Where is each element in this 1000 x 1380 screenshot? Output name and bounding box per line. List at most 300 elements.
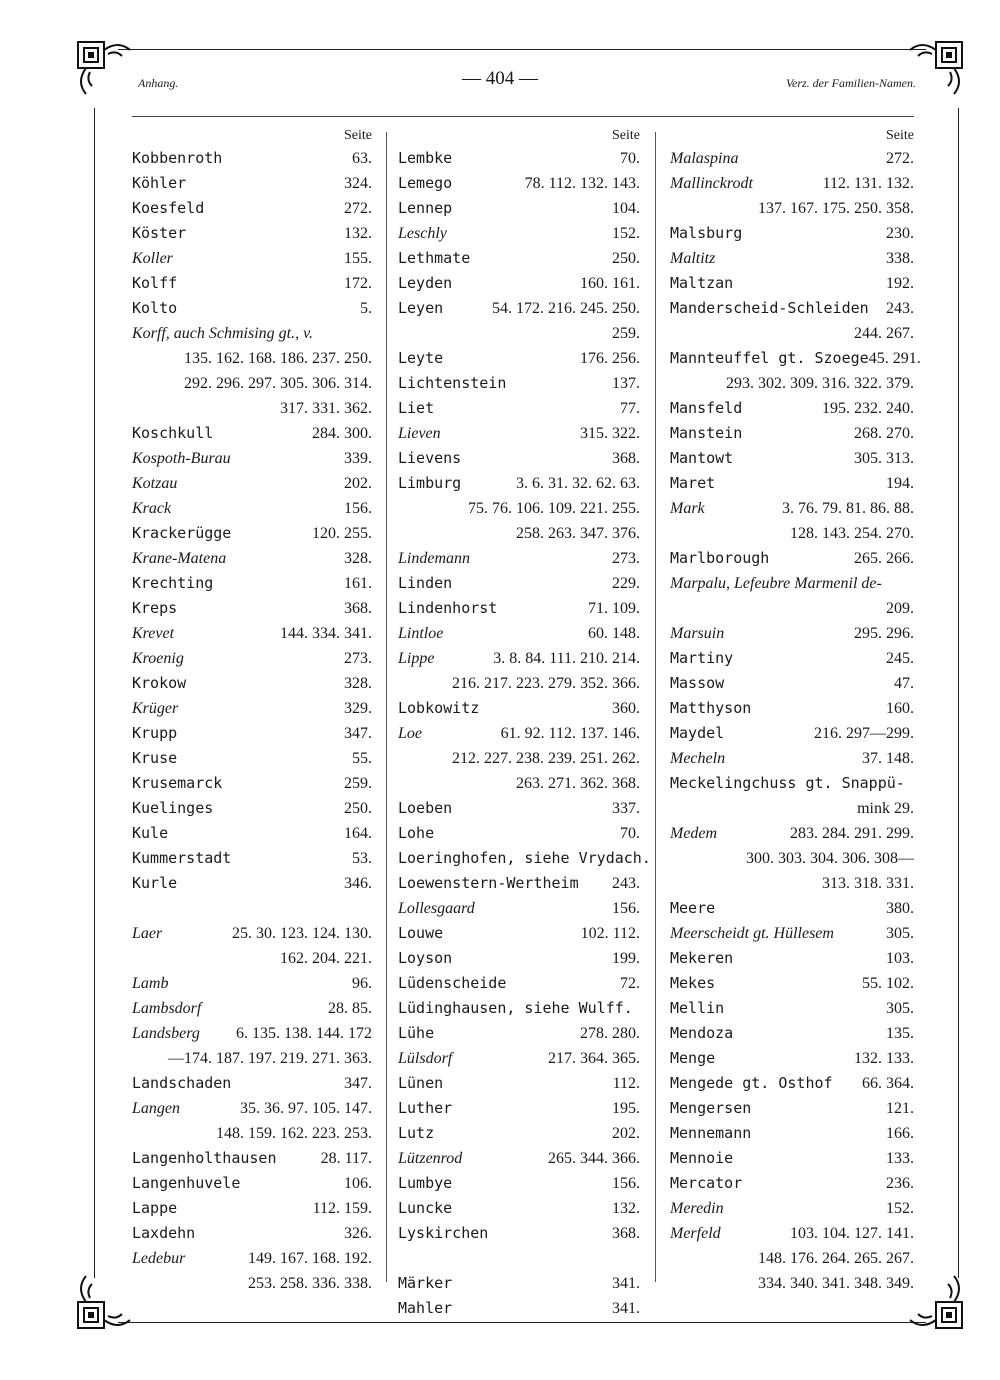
- entry-name: Krokow: [132, 674, 187, 692]
- entry-name: Liet: [398, 399, 435, 417]
- entry-pages: 160.: [886, 700, 914, 717]
- entry-pages: 45. 291.: [868, 350, 921, 367]
- entry-pages: 339.: [344, 450, 372, 467]
- entry-name: Kuelinges: [132, 799, 214, 817]
- section-gap: [398, 1246, 640, 1271]
- index-entry: [398, 1071, 640, 1096]
- index-entry: [670, 571, 914, 621]
- entry-pages: 55. 102.: [862, 975, 914, 992]
- entry-pages: 71. 109.: [588, 600, 640, 617]
- index-entry: [670, 1021, 914, 1046]
- entry-pages: 194.: [886, 475, 914, 492]
- entry-pages: 265. 344. 366.: [548, 1150, 640, 1167]
- entry-pages: 341.: [612, 1300, 640, 1317]
- entry-pages: 37. 148.: [862, 750, 914, 767]
- index-entry: [670, 1046, 914, 1071]
- entry-pages: 132. 133.: [854, 1050, 914, 1067]
- entry-name: Laxdehn: [132, 1224, 196, 1242]
- index-entry: [132, 1196, 372, 1221]
- entry-pages: 55.: [352, 750, 372, 767]
- entry-pages: 3. 76. 79. 81. 86. 88.: [782, 500, 914, 517]
- entry-pages: 160. 161.: [580, 275, 640, 292]
- entry-name: Korff, auch Schmising gt., v.: [132, 325, 314, 342]
- index-entry: [132, 921, 372, 971]
- entry-pages: 120. 255.: [312, 525, 372, 542]
- entry-pages: 63.: [352, 150, 372, 167]
- index-entry: [132, 721, 372, 746]
- entry-pages: 380.: [886, 900, 914, 917]
- entry-pages: 305.: [886, 1000, 914, 1017]
- index-entry: [398, 1046, 640, 1071]
- section-gap: [132, 896, 372, 921]
- index-entry: [132, 296, 372, 321]
- entry-name: Lippe: [398, 650, 435, 667]
- index-entry: [670, 746, 914, 771]
- entry-name: Lüdenscheide: [398, 974, 507, 992]
- entry-name: Laer: [132, 925, 163, 942]
- entry-pages: 236.: [886, 1175, 914, 1192]
- entry-pages: 155.: [344, 250, 372, 267]
- entry-name: Mellin: [670, 999, 725, 1017]
- entry-name: Lambsdorf: [132, 1000, 202, 1017]
- entry-pages-continued: —174. 187. 197. 219. 271. 363.: [168, 1050, 372, 1067]
- entry-pages-continued: 313. 318. 331.: [822, 875, 914, 892]
- entry-pages: 360.: [612, 700, 640, 717]
- entry-pages-continued: 216. 217. 223. 279. 352. 366.: [452, 675, 640, 692]
- index-entry: [670, 421, 914, 446]
- entry-pages: 346.: [344, 875, 372, 892]
- index-entry: [398, 921, 640, 946]
- entry-name: Mantowt: [670, 449, 734, 467]
- entry-name: Luther: [398, 1099, 453, 1117]
- entry-pages: 156.: [344, 500, 372, 517]
- index-entry: [398, 821, 640, 846]
- entry-pages: 195. 232. 240.: [822, 400, 914, 417]
- entry-pages: 28. 85.: [328, 1000, 372, 1017]
- entry-pages: 25. 30. 123. 124. 130.: [232, 925, 372, 942]
- entry-pages: 144. 334. 341.: [280, 625, 372, 642]
- entry-pages: 132.: [612, 1200, 640, 1217]
- index-column-3: [670, 126, 921, 1296]
- index-column-2: [398, 126, 651, 1321]
- entry-pages: 268. 270.: [854, 425, 914, 442]
- entry-name: Kolto: [132, 299, 178, 317]
- entry-name: Koller: [132, 250, 173, 267]
- entry-name: Loe: [398, 725, 422, 742]
- index-entry: [670, 296, 914, 346]
- entry-name: Krüger: [132, 700, 179, 717]
- index-entry: [398, 1021, 640, 1046]
- entry-pages-continued: mink 29.: [857, 800, 914, 817]
- entry-name: Malaspina: [670, 150, 739, 167]
- entry-pages: 305.: [886, 925, 914, 942]
- index-entry: [132, 746, 372, 771]
- seite-heading: Seite: [344, 128, 372, 143]
- entry-name: Leyen: [398, 299, 444, 317]
- entry-name: Lülsdorf: [398, 1050, 453, 1067]
- entry-name: Landschaden: [132, 1074, 232, 1092]
- index-entry: [398, 1296, 640, 1321]
- entry-pages-continued: 212. 227. 238. 239. 251. 262.: [452, 750, 640, 767]
- index-entry: [670, 546, 914, 571]
- entry-name: Lünen: [398, 1074, 444, 1092]
- entry-pages: 229.: [612, 575, 640, 592]
- entry-pages: 133.: [886, 1150, 914, 1167]
- entry-name: Mansfeld: [670, 399, 743, 417]
- index-entry: [132, 1246, 372, 1296]
- entry-name: Lappe: [132, 1199, 178, 1217]
- index-entry: [670, 1096, 914, 1121]
- entry-name: Manderscheid-Schleiden: [670, 299, 869, 317]
- entry-name: Lembke: [398, 149, 453, 167]
- index-entry: [670, 946, 914, 971]
- index-entry: [398, 946, 640, 971]
- entry-pages: 161.: [344, 575, 372, 592]
- entry-name: Medem: [670, 825, 718, 842]
- index-column-1: [132, 126, 372, 1296]
- entry-name: Loyson: [398, 949, 453, 967]
- entry-name: Krackerügge: [132, 524, 232, 542]
- index-entry: [132, 446, 372, 471]
- index-entry: [132, 196, 372, 221]
- entry-pages-continued: 253. 258. 336. 338.: [248, 1275, 372, 1292]
- ornament-corner-icon: [902, 32, 972, 102]
- entry-name: Leschly: [398, 225, 447, 242]
- index-entry: [398, 1196, 640, 1221]
- entry-name: Krusemarck: [132, 774, 223, 792]
- entry-name: Loeben: [398, 799, 453, 817]
- index-entry: [398, 1146, 640, 1171]
- index-entry: [398, 196, 640, 221]
- index-entry: [132, 696, 372, 721]
- index-entry: [670, 721, 914, 746]
- entry-name: Luncke: [398, 1199, 453, 1217]
- entry-pages: 3. 6. 31. 32. 62. 63.: [516, 475, 640, 492]
- index-entry: [132, 771, 372, 796]
- entry-pages: 112.: [612, 1075, 640, 1092]
- index-entry: [132, 1171, 372, 1196]
- index-entry: [132, 1071, 372, 1096]
- entry-name: Langenholthausen: [132, 1149, 277, 1167]
- entry-pages-continued: 292. 296. 297. 305. 306. 314.: [184, 375, 372, 392]
- entry-name: Malsburg: [670, 224, 743, 242]
- entry-name: Leyte: [398, 349, 444, 367]
- index-entry: [132, 671, 372, 696]
- entry-name: Lindenhorst: [398, 599, 498, 617]
- index-entry: [132, 971, 372, 996]
- index-entry: [670, 771, 914, 821]
- entry-name: Loeringhofen, siehe Vrydach.: [398, 849, 651, 867]
- entry-name: Linden: [398, 574, 453, 592]
- entry-pages: 265. 266.: [854, 550, 914, 567]
- entry-name: Maltzan: [670, 274, 734, 292]
- index-entry: [398, 246, 640, 271]
- index-entry: [398, 646, 640, 696]
- entry-name: Lühe: [398, 1024, 435, 1042]
- entry-pages: 278. 280.: [580, 1025, 640, 1042]
- index-entry: [398, 1171, 640, 1196]
- entry-name: Lützenrod: [398, 1150, 463, 1167]
- index-entry: [670, 971, 914, 996]
- index-entry: [670, 646, 914, 671]
- index-entry: [398, 471, 640, 546]
- entry-pages: 315. 322.: [580, 425, 640, 442]
- index-entry: [398, 896, 640, 921]
- entry-pages-continued: 209.: [886, 600, 914, 617]
- entry-pages: 112. 159.: [312, 1200, 372, 1217]
- column-divider: [655, 132, 656, 1282]
- index-entry: [132, 596, 372, 621]
- entry-name: Köhler: [132, 174, 187, 192]
- entry-pages: 272.: [886, 150, 914, 167]
- entry-pages: 192.: [886, 275, 914, 292]
- index-entry: [398, 421, 640, 446]
- entry-name: Krechting: [132, 574, 214, 592]
- index-entry: [398, 596, 640, 621]
- entry-pages: 6. 135. 138. 144. 172: [236, 1025, 372, 1042]
- index-entry: [398, 346, 640, 371]
- entry-pages: 216. 297—299.: [814, 725, 914, 742]
- index-entry: [132, 621, 372, 646]
- entry-name: Marpalu, Lefeubre Marmenil de-: [670, 575, 882, 592]
- entry-pages: 341.: [612, 1275, 640, 1292]
- entry-name: Krane-Matena: [132, 550, 227, 567]
- entry-name: Lamb: [132, 975, 169, 992]
- entry-name: Kotzau: [132, 475, 178, 492]
- index-entry: [132, 846, 372, 871]
- entry-name: Mengede gt. Osthof: [670, 1074, 833, 1092]
- entry-name: Mengersen: [670, 1099, 752, 1117]
- index-entry: [670, 171, 914, 221]
- entry-pages: 295. 296.: [854, 625, 914, 642]
- entry-pages: 104.: [612, 200, 640, 217]
- index-entry: [670, 396, 914, 421]
- entry-pages: 328.: [344, 550, 372, 567]
- index-entry: [398, 846, 651, 871]
- entry-name: Kule: [132, 824, 169, 842]
- entry-pages-continued: 137. 167. 175. 250. 358.: [758, 200, 914, 217]
- index-entry: [398, 221, 640, 246]
- entry-name: Maydel: [670, 724, 725, 742]
- entry-name: Mennoie: [670, 1149, 734, 1167]
- entry-pages: 324.: [344, 175, 372, 192]
- entry-name: Kobbenroth: [132, 149, 223, 167]
- running-head-right: Verz. der Familien-Namen.: [786, 76, 916, 90]
- entry-pages: 60. 148.: [588, 625, 640, 642]
- index-entry: [398, 871, 640, 896]
- entry-pages: 230.: [886, 225, 914, 242]
- entry-pages: 347.: [344, 725, 372, 742]
- entry-pages: 329.: [344, 700, 372, 717]
- entry-name: Lennep: [398, 199, 453, 217]
- index-entry: [132, 496, 372, 521]
- entry-name: Lobkowitz: [398, 699, 480, 717]
- entry-pages: 72.: [620, 975, 640, 992]
- entry-name: Köster: [132, 224, 187, 242]
- entry-pages-continued: 263. 271. 362. 368.: [516, 775, 640, 792]
- entry-pages: 78. 112. 132. 143.: [524, 175, 640, 192]
- index-entry: [670, 1196, 914, 1221]
- entry-pages: 112. 131. 132.: [822, 175, 914, 192]
- index-entry: [132, 171, 372, 196]
- index-entry: [398, 796, 640, 821]
- entry-name: Martiny: [670, 649, 734, 667]
- entry-name: Kospoth-Burau: [132, 450, 231, 467]
- seite-heading: Seite: [886, 128, 914, 143]
- entry-name: Mannteuffel gt. Szoege: [670, 349, 869, 367]
- entry-name: Langen: [132, 1100, 180, 1117]
- entry-name: Lüdinghausen, siehe Wulff.: [398, 999, 633, 1017]
- entry-pages: 326.: [344, 1225, 372, 1242]
- entry-name: Kruse: [132, 749, 178, 767]
- entry-name: Kroenig: [132, 650, 184, 667]
- index-entry: [398, 621, 640, 646]
- index-entry: [132, 1146, 372, 1171]
- entry-name: Meredin: [670, 1200, 724, 1217]
- entry-name: Lindemann: [398, 550, 470, 567]
- entry-pages-continued: 244. 267.: [854, 325, 914, 342]
- entry-name: Kreps: [132, 599, 178, 617]
- entry-name: Loewenstern-Wertheim: [398, 874, 579, 892]
- index-entry: [670, 1121, 914, 1146]
- entry-pages: 3. 8. 84. 111. 210. 214.: [493, 650, 640, 667]
- entry-name: Mekes: [670, 974, 716, 992]
- entry-pages: 61. 92. 112. 137. 146.: [500, 725, 640, 742]
- index-entry: [670, 996, 914, 1021]
- entry-pages-continued: 75. 76. 106. 109. 221. 255.: [468, 500, 640, 517]
- entry-pages: 96.: [352, 975, 372, 992]
- entry-name: Mennemann: [670, 1124, 752, 1142]
- index-entry: [398, 996, 640, 1021]
- entry-pages: 368.: [344, 600, 372, 617]
- entry-name: Krupp: [132, 724, 178, 742]
- entry-pages-continued: 317. 331. 362.: [280, 400, 372, 417]
- entry-pages: 172.: [344, 275, 372, 292]
- entry-name: Lemego: [398, 174, 453, 192]
- entry-pages: 54. 172. 216. 245. 250.: [492, 300, 640, 317]
- entry-name: Mercator: [670, 1174, 743, 1192]
- index-entry: [398, 696, 640, 721]
- index-entry: [132, 271, 372, 296]
- index-entry: [132, 1221, 372, 1246]
- entry-pages-continued: 293. 302. 309. 316. 322. 379.: [726, 375, 914, 392]
- entry-name: Lumbye: [398, 1174, 453, 1192]
- entry-name: Lutz: [398, 1124, 435, 1142]
- entry-name: Mallinckrodt: [670, 175, 753, 192]
- index-entry: [398, 546, 640, 571]
- entry-name: Landsberg: [132, 1025, 200, 1042]
- entry-pages-continued: 258. 263. 347. 376.: [516, 525, 640, 542]
- entry-pages: 259.: [344, 775, 372, 792]
- index-entry: [670, 471, 914, 496]
- index-entry: [670, 1171, 914, 1196]
- index-entry: [670, 696, 914, 721]
- index-entry: [670, 346, 921, 396]
- frame-left-line: [94, 108, 95, 1278]
- entry-name: Mark: [670, 500, 705, 517]
- index-entry: [670, 821, 914, 896]
- entry-pages: 273.: [612, 550, 640, 567]
- entry-pages-continued: 162. 204. 221.: [280, 950, 372, 967]
- entry-pages-continued: 135. 162. 168. 186. 237. 250.: [184, 350, 372, 367]
- index-entry: [398, 571, 640, 596]
- entry-pages: 103. 104. 127. 141.: [790, 1225, 914, 1242]
- entry-pages: 121.: [886, 1100, 914, 1117]
- entry-name: Lievens: [398, 449, 462, 467]
- frame-top-line: [118, 49, 926, 50]
- index-entry: [398, 296, 640, 346]
- entry-pages: 102. 112.: [580, 925, 640, 942]
- index-entry: [132, 571, 372, 596]
- entry-name: Merfeld: [670, 1225, 721, 1242]
- entry-pages: 283. 284. 291. 299.: [790, 825, 914, 842]
- entry-pages-continued: 334. 340. 341. 348. 349.: [758, 1275, 914, 1292]
- index-entry: [398, 146, 640, 171]
- entry-pages: 132.: [344, 225, 372, 242]
- entry-name: Maltitz: [670, 250, 716, 267]
- index-entry: [398, 171, 640, 196]
- entry-name: Meere: [670, 899, 716, 917]
- entry-pages: 273.: [344, 650, 372, 667]
- entry-name: Krack: [132, 500, 172, 517]
- entry-name: Koesfeld: [132, 199, 205, 217]
- entry-pages: 243.: [612, 875, 640, 892]
- entry-name: Mahler: [398, 1299, 453, 1317]
- index-entry: [132, 246, 372, 271]
- index-entry: [398, 371, 640, 396]
- index-entry: [670, 146, 914, 171]
- entry-name: Meckelingchuss gt. Snappü-: [670, 774, 905, 792]
- entry-name: Mecheln: [670, 750, 726, 767]
- entry-name: Kummerstadt: [132, 849, 232, 867]
- entry-pages: 195.: [612, 1100, 640, 1117]
- entry-pages: 250.: [344, 800, 372, 817]
- seite-heading: Seite: [612, 128, 640, 143]
- entry-pages: 166.: [886, 1125, 914, 1142]
- column-divider: [386, 132, 387, 1282]
- index-entry: [398, 1096, 640, 1121]
- entry-name: Maret: [670, 474, 716, 492]
- entry-pages: 245.: [886, 650, 914, 667]
- entry-pages: 272.: [344, 200, 372, 217]
- entry-pages: 156.: [612, 1175, 640, 1192]
- index-entry: [670, 1221, 914, 1296]
- entry-pages: 70.: [620, 150, 640, 167]
- index-entry: [398, 396, 640, 421]
- index-entry: [132, 1021, 372, 1071]
- entry-name: Märker: [398, 1274, 453, 1292]
- entry-pages-continued: 300. 303. 304. 306. 308—: [746, 850, 914, 867]
- entry-name: Meerscheidt gt. Hüllesem: [670, 925, 834, 942]
- entry-pages-continued: 259.: [612, 325, 640, 342]
- index-entry: [670, 671, 914, 696]
- index-entry: [670, 271, 914, 296]
- index-entry: [132, 471, 372, 496]
- index-entry: [132, 821, 372, 846]
- index-entry: [398, 271, 640, 296]
- entry-pages: 347.: [344, 1075, 372, 1092]
- entry-pages: 284. 300.: [312, 425, 372, 442]
- frame-bottom-line: [118, 1322, 926, 1323]
- entry-name: Lichtenstein: [398, 374, 507, 392]
- index-entry: [132, 521, 372, 546]
- index-entry: [132, 646, 372, 671]
- entry-name: Marlborough: [670, 549, 770, 567]
- entry-name: Mendoza: [670, 1024, 734, 1042]
- entry-pages: 53.: [352, 850, 372, 867]
- entry-pages: 70.: [620, 825, 640, 842]
- entry-name: Lohe: [398, 824, 435, 842]
